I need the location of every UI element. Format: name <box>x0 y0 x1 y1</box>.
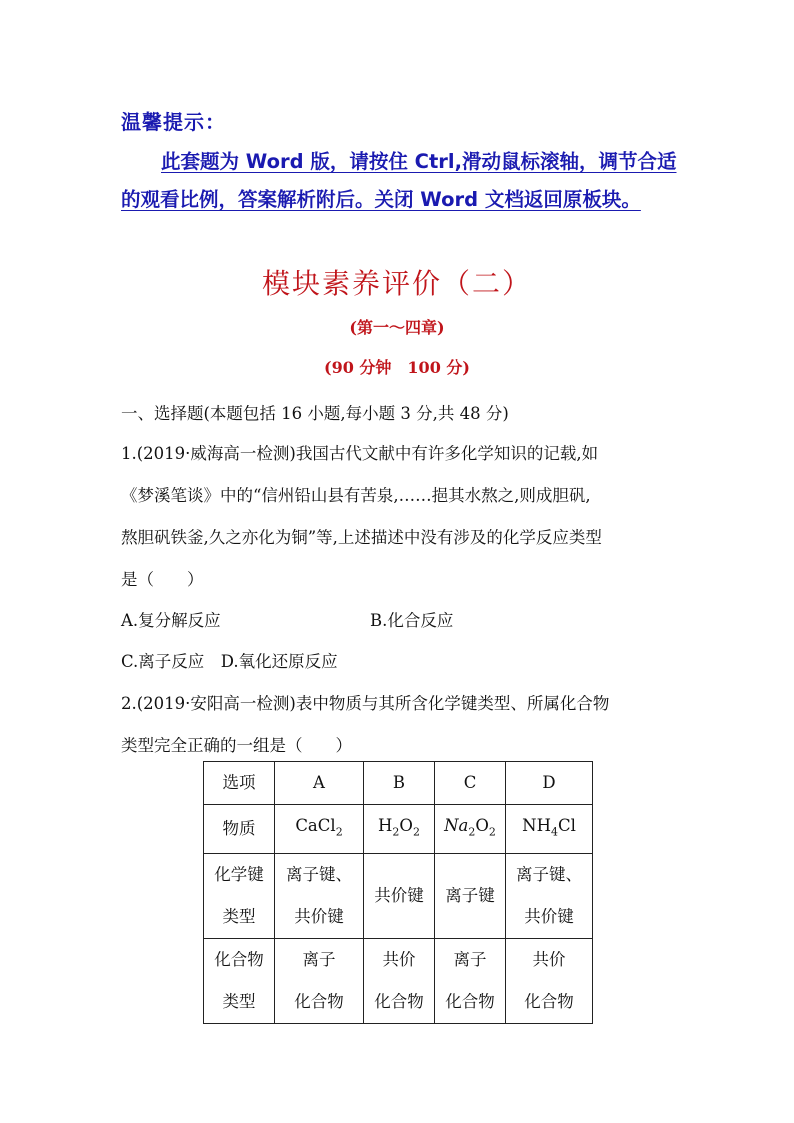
formula-na2o2: $Na_2O_2$ <box>435 805 506 854</box>
table-cell: 离子键、 共价键 <box>506 854 593 939</box>
q2-line-2: 类型完全正确的一组是（ ） <box>121 736 352 755</box>
formula-h2o2: $H_2O_2$ <box>364 805 435 854</box>
table-cell: A <box>275 762 364 805</box>
formula-cacl2: CaCl$_2$ <box>275 805 364 854</box>
q1-line-2: 《梦溪笔谈》中的“信州铅山县有苦泉,……挹其水熬之,则成胆矾, <box>121 486 591 505</box>
q1-option-cd: C.离子反应 D.氧化还原反应 <box>121 652 338 671</box>
table-cell: 选项 <box>204 762 275 805</box>
formula-nh4cl: $NH_4Cl$ <box>506 805 593 854</box>
table-cell: 离子 化合物 <box>275 939 364 1024</box>
table-cell: B <box>364 762 435 805</box>
table-cell: 物质 <box>204 805 275 854</box>
q2-line-1: 2.(2019·安阳高一检测)表中物质与其所含化学键类型、所属化合物 <box>121 694 610 713</box>
table-cell: 共价键 <box>364 854 435 939</box>
page-title: 模块素养评价（二） <box>261 267 532 300</box>
chapter-range: (第一～四章) <box>349 318 445 337</box>
section-heading: 一、选择题(本题包括 16 小题,每小题 3 分,共 48 分) <box>121 404 509 423</box>
table-cell: 化学键 类型 <box>204 854 275 939</box>
q1-option-a: A.复分解反应 <box>121 611 221 630</box>
table-cell: 离子键、 共价键 <box>275 854 364 939</box>
table-cell: 化合物 类型 <box>204 939 275 1024</box>
q1-option-b: B.化合反应 <box>370 611 454 630</box>
notice-heading: 温馨提示： <box>121 110 226 134</box>
time-score: (90 分钟 100 分) <box>324 358 470 377</box>
table-row <box>204 762 593 805</box>
table-row <box>204 805 593 854</box>
table-row <box>204 854 593 939</box>
table-cell: 共价 化合物 <box>364 939 435 1024</box>
table-cell: 离子 化合物 <box>435 939 506 1024</box>
q1-line-1: 1.(2019·威海高一检测)我国古代文献中有许多化学知识的记载,如 <box>121 444 599 463</box>
table-cell: 共价 化合物 <box>506 939 593 1024</box>
table-row <box>204 939 593 1024</box>
q1-line-3: 熬胆矾铁釜,久之亦化为铜”等,上述描述中没有涉及的化学反应类型 <box>121 528 602 547</box>
table-cell: C <box>435 762 506 805</box>
table-cell: 离子键 <box>435 854 506 939</box>
notice-body: 此套题为 Word 版，请按住 Ctrl,滑动鼠标滚轴，调节合适的观看比例，答案解析附后。关闭 Word 文档返回原板块。 <box>121 150 677 211</box>
q1-line-4: 是（ ） <box>121 570 204 589</box>
table-cell: D <box>506 762 593 805</box>
options-table <box>203 761 593 1024</box>
